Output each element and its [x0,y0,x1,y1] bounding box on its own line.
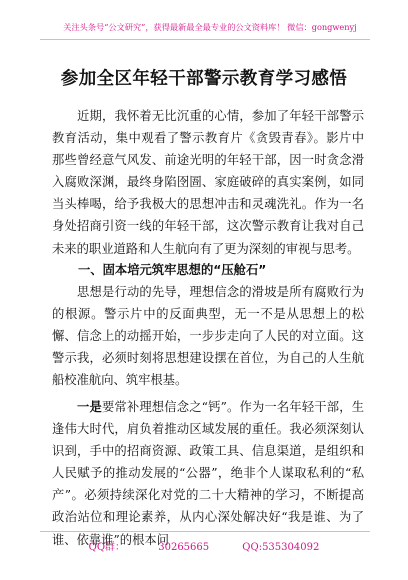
footer-divider [40,531,370,532]
document-title: 参加全区年轻干部警示教育学习感悟 [60,69,348,89]
header-banner: 关注头条号“公文研究”，获得最新最全最专业的公文资料库！ 微信：gongwenyj [63,22,357,32]
paragraph-intro: 近期，我怀着无比沉重的心情，参加了年轻干部警示教育活动，集中观看了警示教育片《贪毁青春》。影片中那些曾经意气风发、前途光明的年轻干部，因一时贪念滑入腐败深渊，最终身陷囹圄、家庭破碎的真实案例，如同当头棒喝，给予我极大的思想冲击和灵魂洗礼。作为一名身处招商引资一线的年轻干部，这次警示教育让我对自己未来的职业道路和人生航向有了更为深刻的审视与思考。 [52,109,364,256]
paragraph-point1-text: 要常补理想信念之“钙”。作为一名年轻干部，生逢伟大时代，肩负着推动区域发展的重任。我必须深刻认识到，手中的招商资源、政策工具、信息渠道，是组织和人民赋予的推动发展的“公器”，绝非个人谋取私利的“私产”。必须持续深化对党的二十大精神的学习，不断提高政治站位和理论素养，从内心深处解决好“我是谁、为了谁、依靠谁”的根本问 [52,400,364,547]
paragraph-point1-lead: 一是 [77,400,102,414]
paragraph-section1: 思想是行动的先导，理想信念的滑坡是所有腐败行为的根源。警示片中的反面典型，无一不是从思想上的松懈、信念上的动摇开始，一步步走向了人民的对立面。这警示我，必须时刻将思想建设摆在首位，为自己的人生航船校准航向、筑牢根基。 [52,285,364,388]
footer-contact: QQ群： 30265665 QQ:535304092 [88,542,320,553]
header-divider [40,39,370,40]
paragraph-point1 [52,396,364,551]
section-heading-1: 一、固本培元筑牢思想的“压舱石” [78,263,267,277]
